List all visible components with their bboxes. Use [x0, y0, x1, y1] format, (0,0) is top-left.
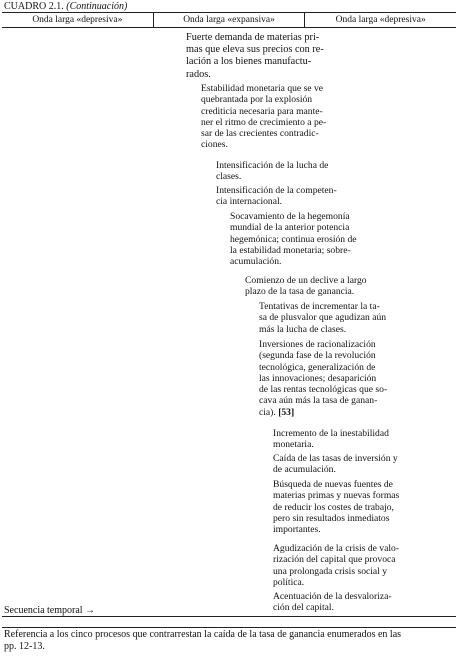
entry-class-struggle [216, 160, 328, 183]
entry-line: lación a los bienes manufactu- [186, 56, 312, 68]
entry-new-sources-search [273, 479, 399, 535]
entry-line: rización del capital que provoca [273, 554, 396, 566]
entry-line: ner el ritmo de crecimiento a pe- [201, 116, 327, 128]
entry-line: acumulación. [230, 256, 282, 268]
footnote-line: pp. 12-13. [4, 641, 45, 652]
entry-text: cia). [259, 406, 276, 418]
entry-line: pero sin resultados inmediatos [273, 512, 390, 524]
footnote-rule [2, 627, 456, 628]
entry-line: ciones. [201, 139, 228, 151]
entry-line: Fuerte demanda de materias pri- [186, 32, 320, 43]
entry-line: las innovaciones; desaparición [259, 372, 377, 384]
entry-line: cia internacional. [216, 196, 283, 208]
time-sequence-label: Secuencia temporal → [4, 605, 96, 616]
entry-line: rados. [186, 68, 211, 80]
footnote-line: Referencia a los cinco procesos que contrarrestan la caída de la tasa de ganancia enumerados en las [4, 629, 402, 640]
entry-line: crediticia necesaria para mante- [201, 105, 323, 117]
entry-line: Incremento de la inestabilidad [273, 428, 389, 439]
caption-label: CUADRO 2.1. [4, 1, 64, 12]
entry-line [259, 407, 387, 418]
entry-valorization-crisis [273, 543, 399, 588]
entry-raw-material-demand [186, 32, 324, 81]
entry-line: Agudización de la crisis de valo- [273, 543, 400, 554]
table-header [2, 12, 456, 28]
entry-line: de acumulación. [273, 464, 336, 476]
entry-monetary-stability [201, 83, 326, 151]
entry-line: Intensificación de la lucha de [216, 160, 329, 171]
entry-line: monetaria. [273, 439, 314, 451]
entry-line: sa de plusvalor que agudizan aún [259, 312, 387, 324]
header-col-1: Onda larga «depresiva» [32, 15, 123, 25]
entry-line: Caída de las tasas de inversión y [273, 453, 398, 464]
entry-line: quebrantada por la explosión [201, 94, 313, 106]
header-col-2: Onda larga «expansiva» [153, 13, 305, 27]
entry-line: Tentativas de incrementar la ta- [259, 301, 380, 312]
entry-line: importantes. [273, 524, 321, 536]
entry-investment-fall [273, 453, 398, 476]
table-caption [4, 1, 127, 12]
entry-devalorization [273, 591, 392, 614]
entry-line: materias primas y nuevas formas [273, 490, 400, 502]
entry-line: de reducir los costes de trabajo, [273, 501, 394, 513]
entry-line: más la lucha de clases. [259, 323, 347, 335]
entry-line: de las rentas tecnológicas que so- [259, 384, 388, 396]
entry-line: Acentuación de la desvaloriza- [273, 591, 392, 602]
entry-line: Inversiones de racionalización [259, 339, 376, 350]
entry-hegemony-undermining [230, 211, 357, 267]
entry-line: una prolongada crisis social y [273, 565, 388, 577]
entry-line: Estabilidad monetaria que se ve [201, 83, 324, 94]
entry-line: mundial de la anterior potencia [230, 222, 350, 234]
entry-line: hegemónica; continua erosión de [230, 233, 357, 245]
entry-line: sar de las crecientes contradic- [201, 128, 319, 140]
entry-line: política. [273, 576, 305, 588]
entry-line: Comienzo de un declive a largo [245, 275, 367, 286]
entry-surplus-value-attempts [259, 301, 386, 335]
entry-line: cava aún más la tasa de ganan- [259, 395, 378, 407]
entry-line: mas que eleva sus precios con re- [186, 44, 324, 56]
entry-line: ción del capital. [273, 602, 335, 614]
page-marker: [53] [278, 406, 295, 418]
entry-line: Socavamiento de la hegemonía [230, 211, 350, 222]
caption-continuation: (Continuación) [66, 1, 128, 12]
entry-monetary-instability [273, 428, 389, 451]
header-col-3: Onda larga «depresiva» [304, 13, 456, 27]
table-bottom-rule [2, 616, 456, 617]
entry-line: clases. [216, 171, 242, 183]
footnote [4, 629, 456, 653]
entry-international-competition [216, 185, 337, 208]
entry-line: (segunda fase de la revolución [259, 350, 376, 362]
entry-line: Búsqueda de nuevas fuentes de [273, 479, 393, 490]
entry-line: tecnológica, generalización de [259, 361, 376, 373]
entry-rationalization-investments [259, 339, 387, 418]
entry-line: la estabilidad monetaria; sobre- [230, 244, 351, 256]
entry-line: plazo de la tasa de ganancia. [245, 286, 355, 298]
entry-profit-rate-decline [245, 275, 367, 298]
entry-line: Intensificación de la competen- [216, 185, 337, 196]
